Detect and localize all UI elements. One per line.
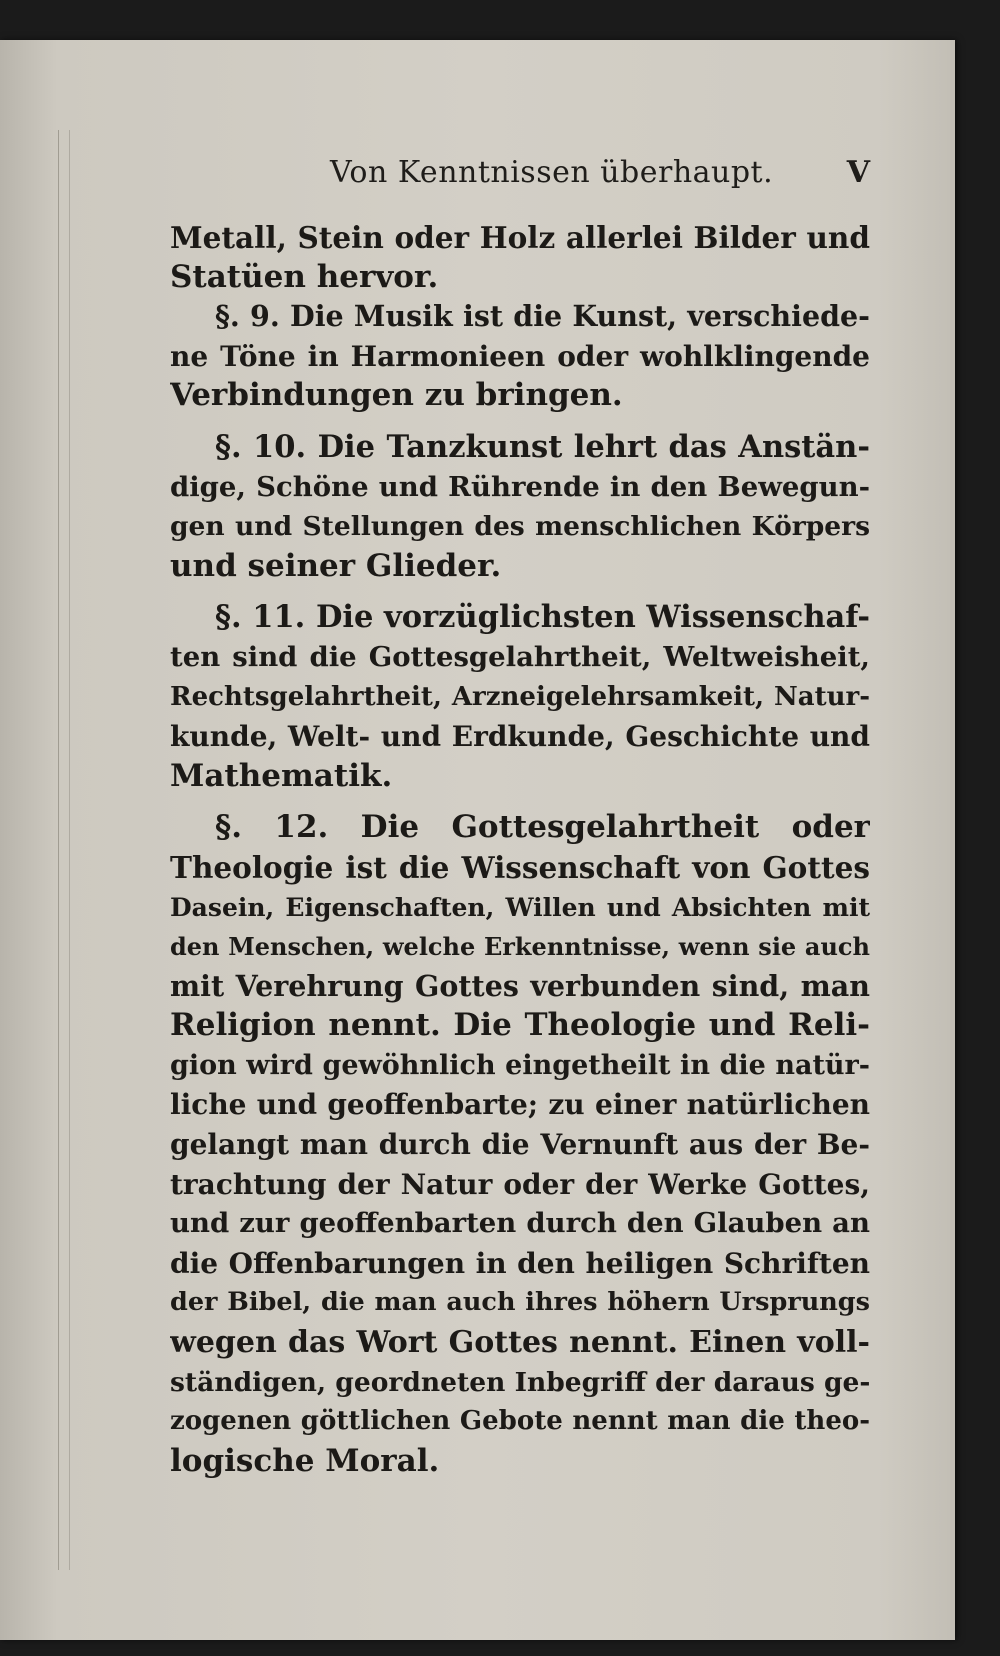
text-line: logische Moral.: [170, 1442, 440, 1479]
text-line: ne Töne in Harmonieen oder wohlklingende: [170, 339, 870, 373]
text-line: Rechtsgelahrtheit, Arzneigelehrsamkeit, Natur-: [170, 681, 870, 712]
text-line: trachtung der Natur oder der Werke Gottes,: [170, 1167, 870, 1201]
text-line: der Bibel, die man auch ihres höhern Ursprungs: [170, 1287, 870, 1318]
text-line: dige, Schöne und Rührende in den Bewegun-: [170, 470, 870, 503]
text-line: Metall, Stein oder Holz allerlei Bilder und: [170, 220, 870, 255]
text-line: zogenen göttlichen Gebote nennt man die theo-: [170, 1406, 870, 1437]
text-line: und zur geoffenbarten durch den Glauben an: [170, 1207, 870, 1240]
text-line: ten sind die Gottesgelahrtheit, Weltweisheit,: [170, 640, 870, 673]
text-line: §. 10. Die Tanzkunst lehrt das Anstän-: [215, 428, 870, 465]
text-line: Dasein, Eigenschaften, Willen und Absichten mit: [170, 892, 870, 922]
text-line: ständigen, geordneten Inbegriff der daraus ge-: [170, 1366, 870, 1398]
text-line: und seiner Glieder.: [170, 547, 502, 584]
text-line: wegen das Wort Gottes nennt. Einen voll-: [170, 1325, 870, 1361]
text-line: kunde, Welt- und Erdkunde, Geschichte und: [170, 720, 870, 754]
text-line: gion wird gewöhnlich eingetheilt in die natür-: [170, 1049, 870, 1081]
page-header: [300, 155, 870, 203]
text-line: Mathematik.: [170, 757, 393, 794]
text-line: gelangt man durch die Vernunft aus der Be-: [170, 1128, 870, 1162]
text-line: §. 11. Die vorzüglichsten Wissenschaf-: [215, 599, 870, 636]
page-binding-edge: [58, 130, 70, 1570]
text-line: die Offenbarungen in den heiligen Schriften: [170, 1246, 870, 1280]
text-line: §. 9. Die Musik ist die Kunst, verschiede-: [215, 299, 870, 334]
text-line: liche und geoffenbarte; zu einer natürlichen: [170, 1088, 870, 1122]
text-line: Statüen hervor.: [170, 258, 439, 295]
text-line: gen und Stellungen des menschlichen Körpers: [170, 511, 870, 543]
text-line: Religion nennt. Die Theologie und Reli-: [170, 1007, 870, 1044]
text-line: §. 12. Die Gottesgelahrtheit oder: [215, 809, 870, 846]
book-page: [0, 40, 955, 1640]
page-number: V: [846, 155, 870, 190]
paragraph-gap: [170, 416, 870, 428]
body-text: [170, 218, 870, 1481]
text-line: Theologie ist die Wissenschaft von Gottes: [170, 849, 870, 885]
paragraph-gap: [170, 586, 870, 598]
text-line: den Menschen, welche Erkenntnisse, wenn sie auch: [170, 932, 870, 962]
text-line: mit Verehrung Gottes verbunden sind, man: [170, 968, 870, 1003]
running-title: Von Kenntnissen überhaupt.: [330, 155, 774, 190]
paragraph-gap: [170, 796, 870, 808]
text-line: Verbindungen zu bringen.: [170, 377, 623, 414]
